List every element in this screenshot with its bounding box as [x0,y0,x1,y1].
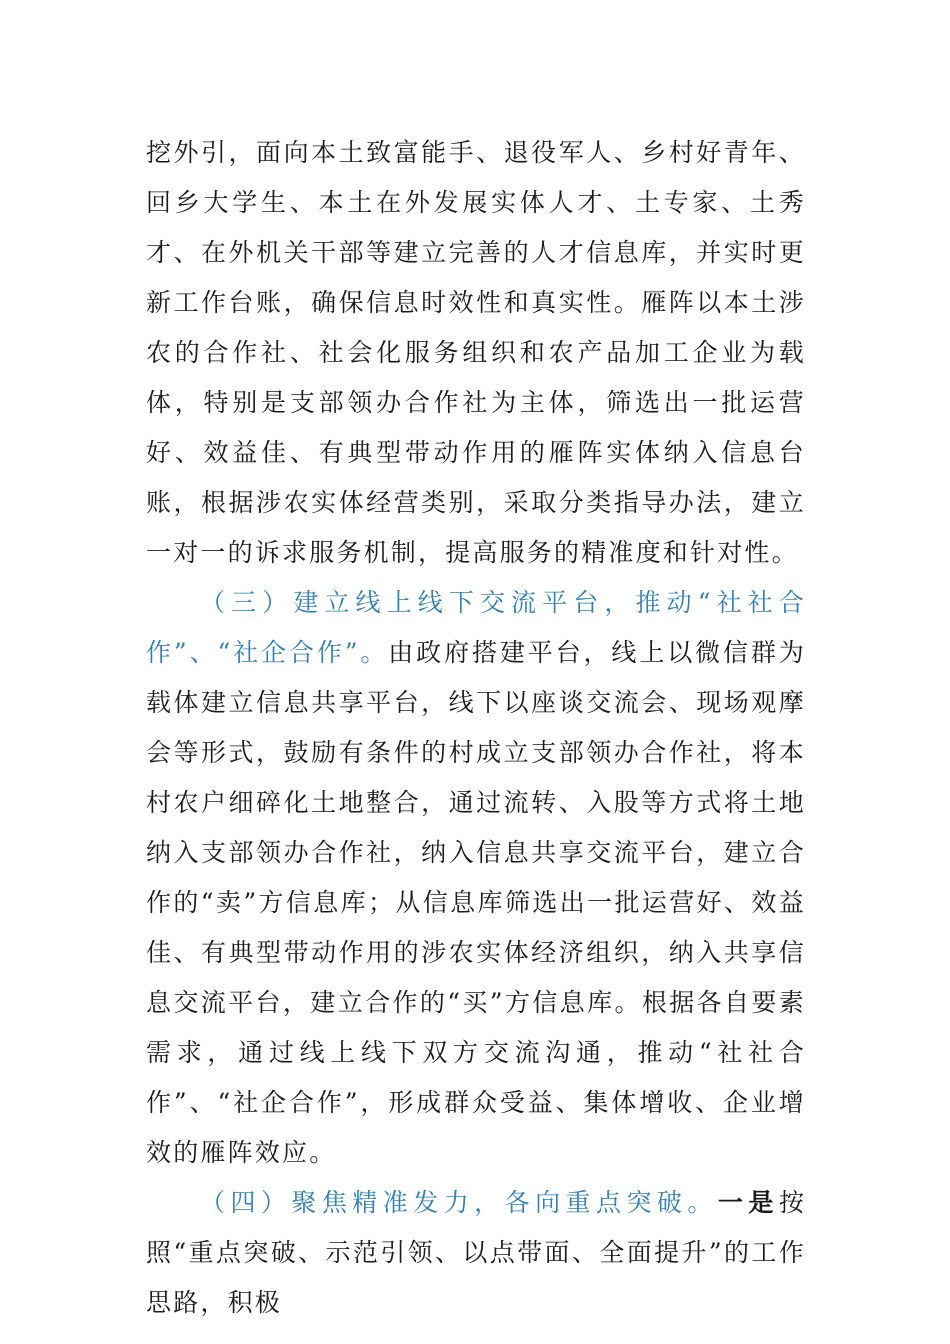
paragraph-text: 挖外引，面向本土致富能手、退役军人、乡村好青年、回乡大学生、本土在外发展实体人才、土专家、土秀才、在外机关干部等建立完善的人才信息库，并实时更新工作台账，确保信息时效性和真实性。雁阵以本土涉农的合作社、社会化服务组织和农产品加工企业为载体，特别是支部领办合作社为主体，筛选出一批运营好、效益佳、有典型带动作用的雁阵实体纳入信息台账，根据涉农实体经营类别，采取分类指导办法，建立一对一的诉求服务机制，提高服务的精准度和针对性。 [146,138,806,567]
document-page [146,128,806,1328]
emphasis-first-point: 一是 [717,1188,779,1217]
paragraph-text: 由政府搭建平台，线上以微信群为载体建立信息共享平台，线下以座谈交流会、现场观摩会等形式，鼓励有条件的村成立支部领办合作社，将本村农户细碎化土地整合，通过流转、入股等方式将土地纳入支部领办合作社，纳入信息共享交流平台，建立合作的“卖”方信息库；从信息库筛选出一批运营好、效益佳、有典型带动作用的涉农实体经济组织，纳入共享信息交流平台，建立合作的“买”方信息库。根据各自要素需求，通过线上线下双方交流沟通，推动“社社合作”、“社企合作”，形成群众受益、集体增收、企业增效的雁阵效应。 [146,638,806,1167]
section-heading-three: （三）建立线上线下交流平台，推动“社社合作”、“社企合作”。 [146,588,806,667]
paragraph-section-three [146,578,806,1178]
paragraph-section-four [146,1178,806,1328]
paragraph-talent-database [146,128,806,578]
section-heading-four: （四）聚焦精准发力，各向重点突破。 [200,1188,718,1217]
paragraph-text: 按照“重点突破、示范引领、以点带面、全面提升”的工作思路，积极 [146,1188,807,1317]
